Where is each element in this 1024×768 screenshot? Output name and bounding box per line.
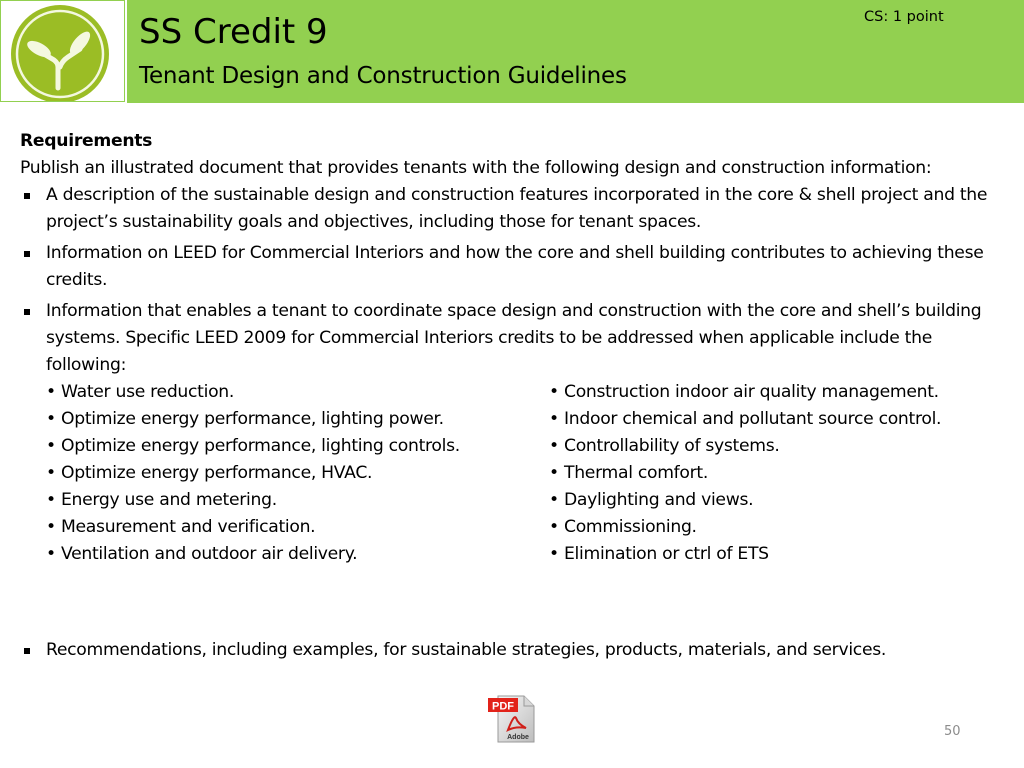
list-item — [20, 637, 1010, 664]
credit-item: • Construction indoor air quality management. — [549, 382, 939, 402]
svg-text:Adobe: Adobe — [507, 734, 529, 741]
credit-item: • Daylighting and views. — [549, 490, 754, 510]
list-item: A description of the sustainable design and construction features incorporated in the core & shell project and the project’s sustainability goals and objectives, including those for tenant spaces. — [20, 182, 1010, 236]
credit-item: • Optimize energy performance, HVAC. — [46, 463, 373, 483]
logo — [0, 0, 125, 102]
requirements-section — [20, 128, 1010, 568]
header-band — [127, 0, 1024, 103]
square-bullet-icon — [24, 309, 30, 315]
credit-item: • Commissioning. — [549, 517, 697, 537]
credit-points: CS: 1 point — [864, 9, 944, 25]
credit-item: • Indoor chemical and pollutant source control. — [549, 409, 942, 429]
page-title: SS Credit 9 — [139, 12, 328, 52]
credit-item: • Controllability of systems. — [549, 436, 780, 456]
credit-item: • Thermal comfort. — [549, 463, 708, 483]
credit-item: • Optimize energy performance, lighting controls. — [46, 436, 460, 456]
svg-text:PDF: PDF — [492, 700, 514, 713]
credit-item: • Ventilation and outdoor air delivery. — [46, 544, 358, 564]
square-bullet-icon — [24, 193, 30, 199]
square-bullet-icon — [24, 251, 30, 257]
recommendations-bullet: Recommendations, including examples, for sustainable strategies, products, materials, and services. — [20, 637, 1010, 664]
requirements-heading: Requirements — [20, 131, 153, 151]
credit-item: • Elimination or ctrl of ETS — [549, 544, 769, 564]
credits-left-column — [46, 379, 460, 568]
page-number: 50 — [944, 724, 961, 739]
requirements-intro: Publish an illustrated document that provides tenants with the following design and construction information: — [20, 158, 932, 178]
pdf-file-icon[interactable] — [486, 692, 538, 748]
credit-item: • Energy use and metering. — [46, 490, 277, 510]
credit-item: • Optimize energy performance, lighting power. — [46, 409, 444, 429]
credits-right-column — [549, 379, 941, 568]
square-bullet-icon — [24, 648, 30, 654]
list-item: Information on LEED for Commercial Interiors and how the core and shell building contributes to achieving these credits. — [20, 240, 1010, 294]
page-subtitle: Tenant Design and Construction Guidelines — [139, 63, 627, 89]
sprout-logo-icon — [4, 3, 122, 101]
credit-item: • Water use reduction. — [46, 382, 235, 402]
list-item: Information that enables a tenant to coordinate space design and construction with the core and shell’s building systems. Specific LEED 2009 for Commercial Interiors credits to be addressed when applicable include the following: — [20, 298, 1010, 379]
credits-list — [46, 379, 1010, 568]
credit-item: • Measurement and verification. — [46, 517, 316, 537]
